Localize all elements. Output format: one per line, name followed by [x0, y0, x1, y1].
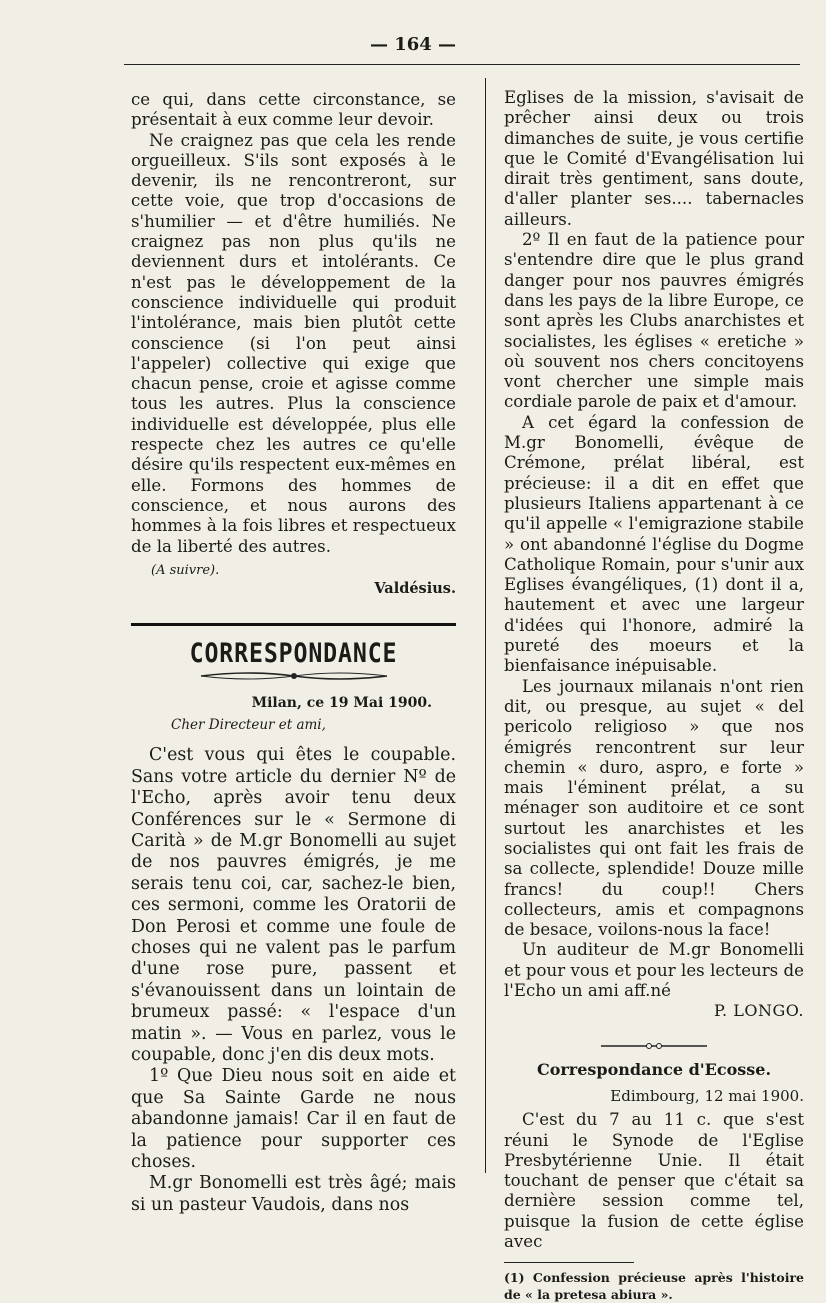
- letter-dateline: Edimbourg, 12 mai 1900.: [610, 1086, 804, 1105]
- paragraph: A cet égard la confession de M.gr Bonomelli, évêque de Crémone, prélat libéral, est précieuse: il a dit en effet que plusieurs Italiens appartenant à ce qu'il appelle « l'emigrazione stabile » ont abandonné l'église du Dogme Catholique Romain, pour s'unir aux Eglises évangéliques, (1) dont il a, hautement et avec une largeur d'idées qui l'honore, admiré la pureté des moeurs et la bienfaisance inépuisable.: [504, 412, 804, 676]
- column-divider: [485, 78, 486, 1173]
- paragraph: Eglises de la mission, s'avisait de prêcher ainsi deux ou trois dimanches de suite, je vous certifie que le Comité d'Evangélisation lui dirait très gentiment, sans doute, d'aller planter ses.... tabernacles ailleurs.: [504, 88, 804, 229]
- letter-salutation: Cher Directeur et ami,: [171, 717, 326, 734]
- top-rule: [124, 64, 800, 65]
- paragraph: ce qui, dans cette circonstance, se présentait à eux comme leur devoir.: [131, 90, 456, 130]
- paragraph: Ne craignez pas que cela les rende orgueilleux. S'ils sont exposés à le devenir, ils ne rencontreront, sur cette voie, que trop d'occasions de s'humilier — et d'être humiliés. Ne craignez pas non plus qu'ils ne deviennent durs et intolérants. Ce n'est pas le développement de la conscience individuelle qui produit l'intolérance, mais bien plutôt cette conscience (si l'on peut ainsi l'appeler) collective qui exige que chacun pense, croie et agisse comme tous les autres. Plus la conscience individuelle est développée, plus elle respecte chez les autres ce qu'elle désire qu'ils respectent eux-mêmes en elle. Formons des hommes de conscience, et nous aurons des hommes à la fois libres et respectueux de la liberté des autres.: [131, 130, 456, 556]
- ornament-divider: [199, 669, 389, 683]
- section-subheading: Correspondance d'Ecosse.: [536, 1059, 772, 1079]
- letter-dateline: Milan, ce 19 Mai 1900.: [251, 694, 432, 711]
- section-rule: [131, 623, 456, 626]
- letter-signature: P. LONGO.: [714, 1001, 804, 1021]
- paragraph: Un auditeur de M.gr Bonomelli et pour vous et pour les lecteurs de l'Echo un ami aff.né: [504, 940, 804, 1001]
- footnote-rule: [504, 1262, 634, 1263]
- paragraph: Les journaux milanais n'ont rien dit, ou presque, au sujet « del pericolo religioso » que nos émigrés rencontrent sur leur chemin « duro, aspro, e forte » mais l'éminent prélat, a su ménager son auditoire et ce sont surtout les anarchistes et les socialistes qui ont fait les frais de sa collecte, splendide! Douze mille francs! du coup!! Chers collecteurs, amis et compagnons de besace, voilons-nous la face!: [504, 676, 804, 940]
- to-follow-note: (A suivre).: [151, 562, 220, 578]
- section-heading: CORRESPONDANCE: [189, 638, 398, 670]
- ornament-divider: [599, 1042, 709, 1050]
- footnote: (1) Confession précieuse après l'histoire de « la pretesa abiura ».: [504, 1270, 804, 1303]
- paragraph: C'est vous qui êtes le coupable. Sans votre article du dernier Nº de l'Echo, après avoir tenu deux Conférences sur le « Sermone di Carità » de M.gr Bonomelli au sujet de nos pauvres émigrés, je me serais tenu coi, car, sachez-le bien, ces sermoni, comme les Oratorii de Don Perosi et comme une foule de choses qui ne valent pas le parfum d'une rose pure, passent et s'évanouissent dans un lointain de brumeux passé: « l'espace d'un matin ». — Vous en parlez, vous le coupable, donc j'en dis deux mots.: [131, 745, 456, 1065]
- paragraph: C'est du 7 au 11 c. que s'est réuni le Synode de l'Eglise Presbytérienne Unie. Il était touchant de penser que c'était sa dernière session comme tel, puisque la fusion de cette église avec: [504, 1110, 804, 1252]
- paragraph: 2º Il en faut de la patience pour s'entendre dire que le plus grand danger pour nos pauvres émigrés dans les pays de la libre Europe, ce sont après les Clubs anarchistes et socialistes, les églises « eretiche » où souvent nos chers concitoyens vont chercher une simple mais cordiale parole de paix et d'amour.: [504, 230, 804, 412]
- left-column: [131, 90, 456, 1216]
- right-column: [504, 88, 804, 1303]
- paragraph: M.gr Bonomelli est très âgé; mais si un pasteur Vaudois, dans nos: [131, 1173, 456, 1215]
- page-number: — 164 —: [369, 34, 457, 55]
- article-signature: Valdésius.: [374, 580, 456, 598]
- paragraph: 1º Que Dieu nous soit en aide et que Sa Sainte Garde ne nous abandonne jamais! Car il en faut de la patience pour supporter ces choses.: [131, 1066, 456, 1173]
